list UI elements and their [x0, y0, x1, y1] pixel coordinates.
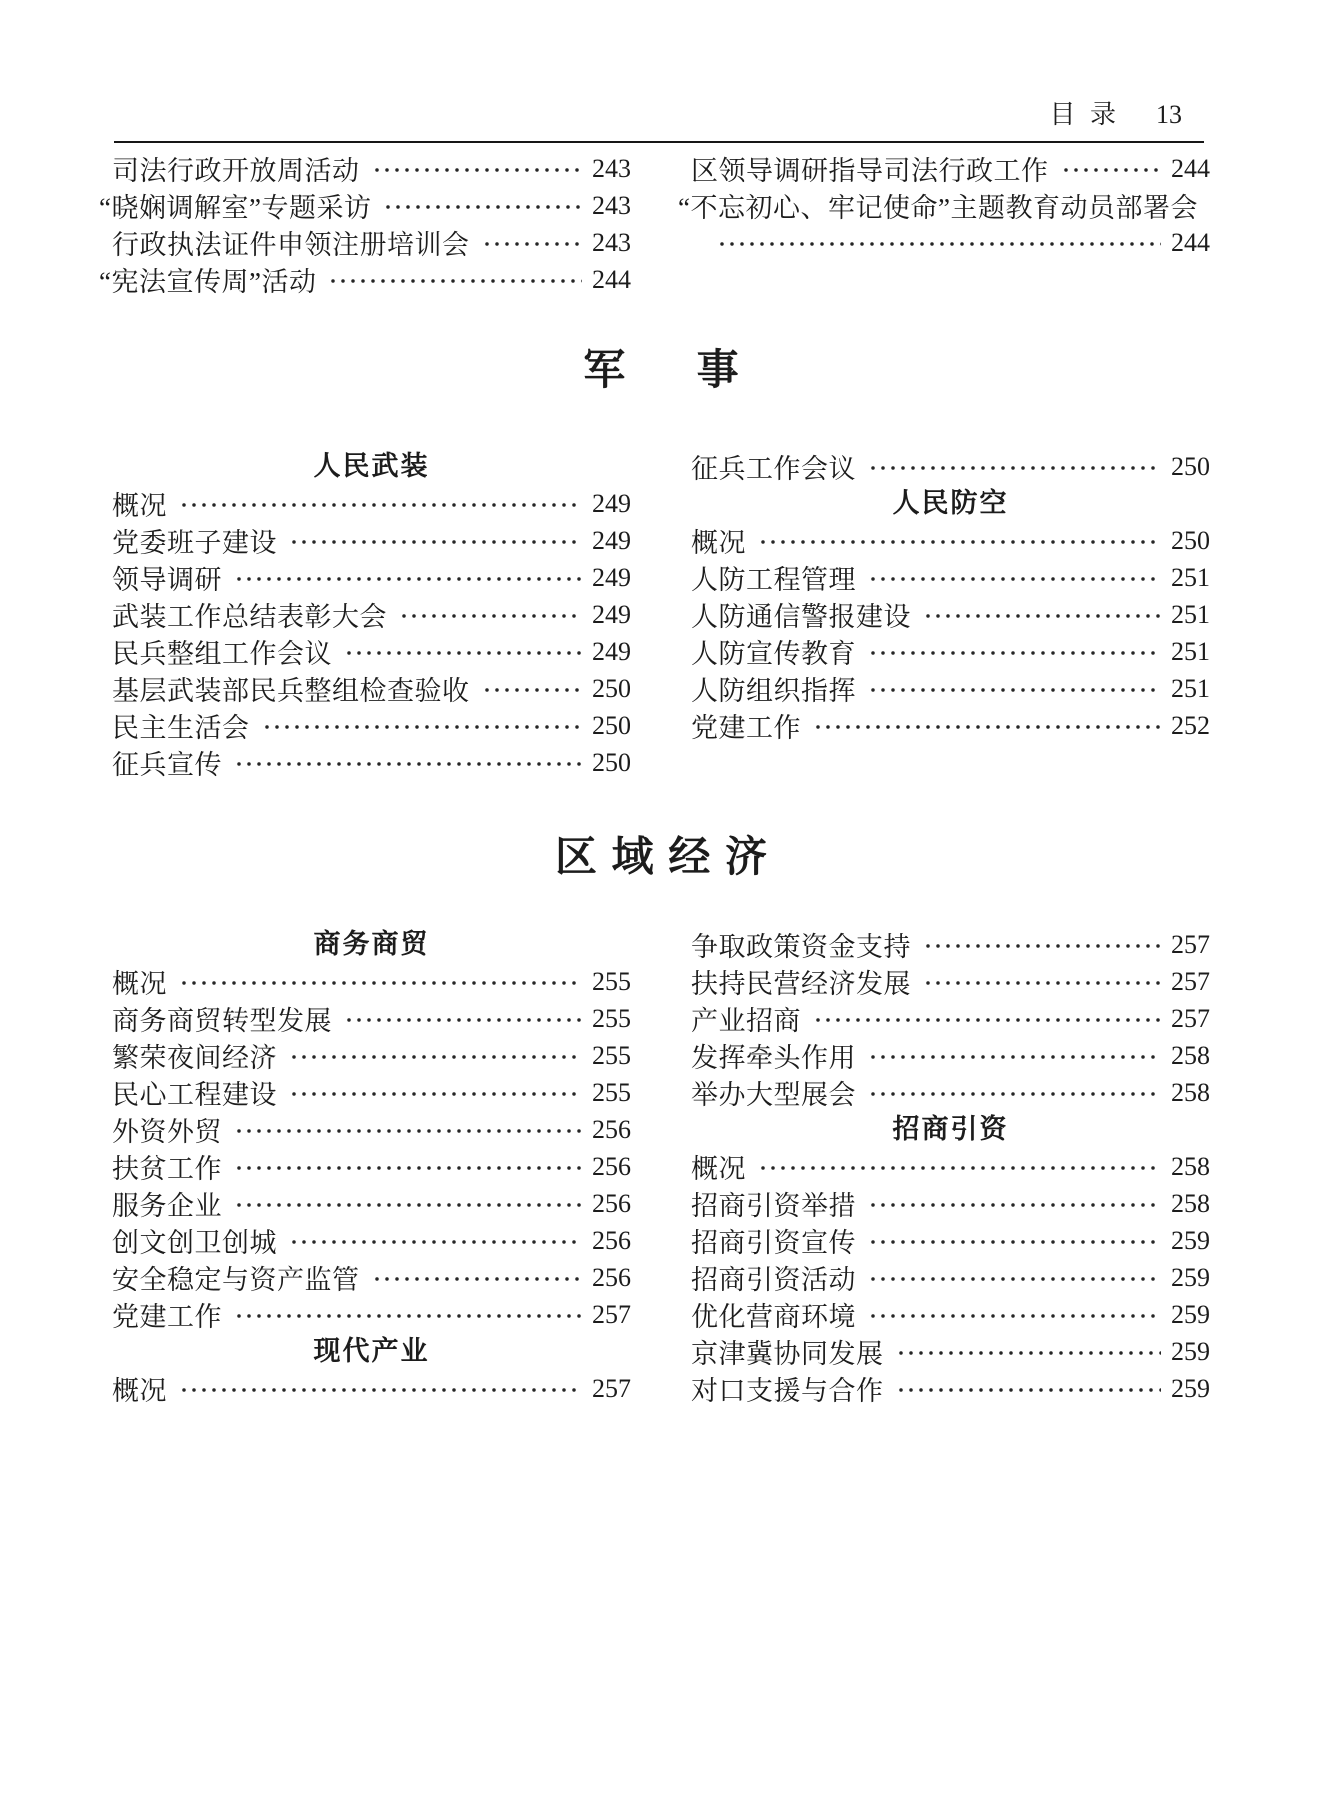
- toc-page-ref: 259: [1171, 1336, 1210, 1366]
- dot-leader-icon: [1061, 166, 1162, 174]
- toc-entry: [691, 633, 1210, 670]
- toc-page-ref: 250: [592, 673, 631, 703]
- toc-entry: [112, 596, 631, 633]
- toc-column-left: [99, 150, 631, 298]
- toc-entry-title: 发挥牵头作用: [691, 1043, 856, 1073]
- toc-entry-title: 服务企业: [112, 1191, 222, 1221]
- section-title: 区域经济: [554, 835, 782, 881]
- toc-page-ref: 243: [592, 190, 631, 220]
- section-columns: [112, 448, 1210, 781]
- toc-page-ref: 255: [592, 1040, 631, 1070]
- toc-entry: [691, 1296, 1210, 1333]
- toc-entry: [112, 744, 631, 781]
- toc-content: [99, 150, 1210, 1407]
- toc-entry: [691, 1074, 1210, 1111]
- toc-entry: [691, 707, 1210, 744]
- toc-page-ref: 259: [1171, 1299, 1210, 1329]
- toc-entry-title: 招商引资活动: [691, 1265, 856, 1295]
- dot-leader-icon: [482, 240, 583, 248]
- dot-leader-icon: [179, 1386, 582, 1394]
- toc-entry: [112, 1185, 631, 1222]
- toc-entry-title: 民心工程建设: [112, 1080, 277, 1110]
- toc-entry: [691, 1222, 1210, 1259]
- toc-page-ref: 258: [1171, 1040, 1210, 1070]
- toc-page-ref: 259: [1171, 1373, 1210, 1403]
- toc-entry-title: 招商引资宣传: [691, 1228, 856, 1258]
- dot-leader-icon: [234, 575, 582, 583]
- dot-leader-icon: [179, 979, 582, 987]
- dot-leader-icon: [868, 1053, 1161, 1061]
- dot-leader-icon: [289, 1090, 582, 1098]
- dot-leader-icon: [868, 1238, 1161, 1246]
- toc-entry: [112, 1111, 631, 1148]
- dot-leader-icon: [868, 649, 1161, 657]
- dot-leader-icon: [868, 1312, 1161, 1320]
- toc-entry: [691, 1000, 1210, 1037]
- toc-page-ref: 255: [592, 1077, 631, 1107]
- toc-entry-title: 党委班子建设: [112, 528, 277, 558]
- toc-column-right: [691, 926, 1210, 1407]
- toc-entry: [112, 1000, 631, 1037]
- toc-page-ref: 250: [592, 747, 631, 777]
- toc-page-ref: 249: [592, 636, 631, 666]
- subsection-header: 招商引资: [892, 1114, 1009, 1144]
- toc-entry: [112, 1222, 631, 1259]
- toc-page-ref: 243: [592, 227, 631, 257]
- subsection-header: 人民防空: [892, 488, 1009, 518]
- toc-page-ref: 251: [1171, 562, 1210, 592]
- dot-leader-icon: [179, 501, 582, 509]
- toc-entry: [112, 1259, 631, 1296]
- toc-entry-title: 人防工程管理: [691, 565, 856, 595]
- toc-page-ref: 250: [1171, 451, 1210, 481]
- toc-page-ref: 256: [592, 1262, 631, 1292]
- toc-entry-title: 党建工作: [112, 1302, 222, 1332]
- toc-page-ref: 256: [592, 1114, 631, 1144]
- toc-column-right: [678, 150, 1210, 298]
- dot-leader-icon: [234, 1127, 582, 1135]
- dot-leader-icon: [344, 649, 582, 657]
- toc-entry-title: 创文创卫创城: [112, 1228, 277, 1258]
- section-columns: [112, 926, 1210, 1407]
- toc-entry-title: 人防宣传教育: [691, 639, 856, 669]
- toc-page-ref: 243: [592, 153, 631, 183]
- dot-leader-icon: [482, 686, 583, 694]
- toc-page-ref: 255: [592, 966, 631, 996]
- toc-entry-title: 司法行政开放周活动: [112, 156, 360, 186]
- dot-leader-icon: [234, 1312, 582, 1320]
- toc-entry: [691, 1370, 1210, 1407]
- toc-page-ref: 255: [592, 1003, 631, 1033]
- toc-page-ref: 244: [1171, 227, 1210, 257]
- toc-entry-title: 区领导调研指导司法行政工作: [691, 156, 1049, 186]
- toc-entry-title: 人防组织指挥: [691, 676, 856, 706]
- toc-entry-title: 征兵工作会议: [691, 454, 856, 484]
- toc-entry-title: “不忘初心、牢记使命”主题教育动员部署会: [678, 193, 1198, 223]
- toc-entry-title: 党建工作: [691, 713, 801, 743]
- dot-leader-icon: [813, 1016, 1161, 1024]
- toc-entry-title: 武装工作总结表彰大会: [112, 602, 387, 632]
- dot-leader-icon: [868, 464, 1161, 472]
- dot-leader-icon: [868, 686, 1161, 694]
- subsection-header: 现代产业: [313, 1336, 430, 1366]
- toc-entry-title: “晓娴调解室”专题采访: [99, 193, 372, 223]
- toc-entry: [112, 1296, 631, 1333]
- dot-leader-icon: [289, 1238, 582, 1246]
- toc-entry: [112, 1370, 631, 1407]
- toc-entry: [112, 707, 631, 744]
- toc-page-ref: 249: [592, 525, 631, 555]
- toc-page-ref: 257: [1171, 966, 1210, 996]
- toc-entry-title: 概况: [112, 491, 167, 521]
- toc-column-left: [112, 926, 631, 1407]
- toc-entry: [691, 1148, 1210, 1185]
- dot-leader-icon: [234, 1201, 582, 1209]
- dot-leader-icon: [289, 1053, 582, 1061]
- dot-leader-icon: [923, 979, 1161, 987]
- intro-columns: [99, 150, 1210, 298]
- toc-entry-title: 征兵宣传: [112, 750, 222, 780]
- toc-page-ref: 257: [592, 1373, 631, 1403]
- toc-page-ref: 252: [1171, 710, 1210, 740]
- dot-leader-icon: [923, 942, 1161, 950]
- toc-entry: [99, 261, 631, 298]
- dot-leader-icon: [372, 166, 583, 174]
- dot-leader-icon: [896, 1349, 1162, 1357]
- toc-entry-title: 概况: [112, 1376, 167, 1406]
- dot-leader-icon: [896, 1386, 1162, 1394]
- toc-page-ref: 251: [1171, 636, 1210, 666]
- toc-page-ref: 256: [592, 1225, 631, 1255]
- toc-entry-title: 概况: [691, 1154, 746, 1184]
- toc-entry-title: 领导调研: [112, 565, 222, 595]
- toc-entry: [112, 559, 631, 596]
- toc-entry-title: 争取政策资金支持: [691, 932, 911, 962]
- section-title: 军 事: [583, 348, 754, 394]
- toc-entry: [691, 1185, 1210, 1222]
- toc-entry: [691, 926, 1210, 963]
- dot-leader-icon: [234, 1164, 582, 1172]
- toc-entry: [112, 963, 631, 1000]
- toc-entry-title: 安全稳定与资产监管: [112, 1265, 360, 1295]
- subsection-header: 商务商贸: [313, 929, 430, 959]
- toc-entry: [691, 670, 1210, 707]
- dot-leader-icon: [399, 612, 582, 620]
- toc-entry: [112, 224, 631, 261]
- toc-page-ref: 249: [592, 562, 631, 592]
- toc-entry: [691, 963, 1210, 1000]
- dot-leader-icon: [868, 1090, 1161, 1098]
- toc-entry: [112, 670, 631, 707]
- toc-entry-title: 概况: [691, 528, 746, 558]
- toc-entry: [112, 150, 631, 187]
- toc-entry-title: “宪法宣传周”活动: [99, 267, 317, 297]
- dot-leader-icon: [758, 1164, 1161, 1172]
- dot-leader-icon: [758, 538, 1161, 546]
- toc-entry: [691, 224, 1210, 261]
- toc-entry: [691, 448, 1210, 485]
- toc-entry: [112, 1148, 631, 1185]
- toc-page-ref: 250: [1171, 525, 1210, 555]
- toc-entry-title: 招商引资举措: [691, 1191, 856, 1221]
- toc-entry: [112, 485, 631, 522]
- toc-page-ref: 258: [1171, 1077, 1210, 1107]
- toc-page-ref: 251: [1171, 673, 1210, 703]
- dot-leader-icon: [344, 1016, 582, 1024]
- toc-page-ref: 249: [592, 488, 631, 518]
- subsection-header: 人民武装: [313, 451, 430, 481]
- dot-leader-icon: [328, 277, 582, 285]
- toc-entry-title: 概况: [112, 969, 167, 999]
- toc-entry-title: 基层武装部民兵整组检查验收: [112, 676, 470, 706]
- toc-entry-title: 产业招商: [691, 1006, 801, 1036]
- toc-entry: [691, 150, 1210, 187]
- toc-entry-title: 行政执法证件申领注册培训会: [112, 230, 470, 260]
- toc-page-ref: 244: [1171, 153, 1210, 183]
- toc-entry-title: 民主生活会: [112, 713, 250, 743]
- running-head-title: 目 录: [1049, 100, 1120, 129]
- toc-page-ref: 249: [592, 599, 631, 629]
- toc-page-ref: 256: [592, 1188, 631, 1218]
- running-head: [1049, 94, 1182, 131]
- toc-entry-title: 举办大型展会: [691, 1080, 856, 1110]
- toc-entry-title: 繁荣夜间经济: [112, 1043, 277, 1073]
- toc-entry: [678, 187, 1210, 224]
- dot-leader-icon: [868, 575, 1161, 583]
- toc-page-ref: 258: [1171, 1151, 1210, 1181]
- toc-column-right: [691, 448, 1210, 781]
- toc-entry: [112, 633, 631, 670]
- toc-entry-title: 优化营商环境: [691, 1302, 856, 1332]
- toc-entry: [112, 522, 631, 559]
- toc-entry-title: 民兵整组工作会议: [112, 639, 332, 669]
- toc-page-ref: 257: [1171, 929, 1210, 959]
- dot-leader-icon: [717, 240, 1161, 248]
- dot-leader-icon: [923, 612, 1161, 620]
- toc-page-ref: 258: [1171, 1188, 1210, 1218]
- dot-leader-icon: [262, 723, 583, 731]
- toc-page-ref: 250: [592, 710, 631, 740]
- toc-entry-title: 商务商贸转型发展: [112, 1006, 332, 1036]
- toc-page-ref: 256: [592, 1151, 631, 1181]
- toc-page-ref: 244: [592, 264, 631, 294]
- toc-entry-title: 扶持民营经济发展: [691, 969, 911, 999]
- toc-page-ref: 257: [1171, 1003, 1210, 1033]
- toc-entry: [691, 1333, 1210, 1370]
- dot-leader-icon: [383, 203, 582, 211]
- toc-entry-title: 人防通信警报建设: [691, 602, 911, 632]
- toc-entry: [99, 187, 631, 224]
- toc-entry: [112, 1074, 631, 1111]
- dot-leader-icon: [289, 538, 582, 546]
- running-head-page-number: 13: [1156, 100, 1182, 129]
- toc-entry: [112, 1037, 631, 1074]
- dot-leader-icon: [372, 1275, 583, 1283]
- dot-leader-icon: [868, 1275, 1161, 1283]
- toc-entry: [691, 522, 1210, 559]
- toc-entry-title: 扶贫工作: [112, 1154, 222, 1184]
- dot-leader-icon: [868, 1201, 1161, 1209]
- toc-page-ref: 259: [1171, 1225, 1210, 1255]
- toc-entry: [691, 596, 1210, 633]
- toc-page-ref: 251: [1171, 599, 1210, 629]
- header-rule: [114, 141, 1204, 143]
- toc-page-ref: 259: [1171, 1262, 1210, 1292]
- toc-entry-title: 京津冀协同发展: [691, 1339, 884, 1369]
- dot-leader-icon: [813, 723, 1161, 731]
- toc-page-ref: 257: [592, 1299, 631, 1329]
- toc-entry-title: 对口支援与合作: [691, 1376, 884, 1406]
- toc-entry: [691, 1037, 1210, 1074]
- toc-entry: [691, 559, 1210, 596]
- toc-entry-title: 外资外贸: [112, 1117, 222, 1147]
- toc-entry: [691, 1259, 1210, 1296]
- toc-column-left: [112, 448, 631, 781]
- dot-leader-icon: [234, 760, 582, 768]
